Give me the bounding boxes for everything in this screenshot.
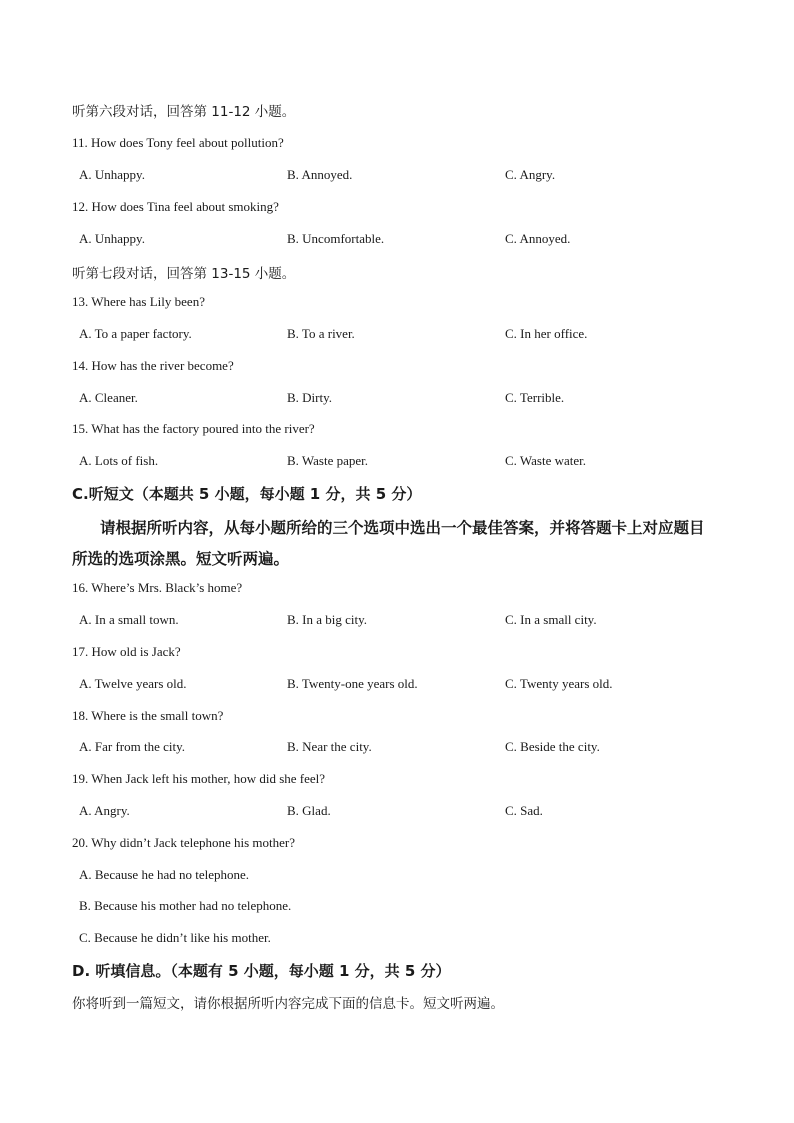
dialogue-6-intro: 听第六段对话，回答第 11-12 小题。 [72,104,296,120]
q17-option-b[interactable]: B. Twenty-one years old. [287,676,418,691]
q15-option-a[interactable]: A. Lots of fish. [79,453,159,468]
q14-option-c[interactable]: C. Terrible. [505,390,565,405]
q17-option-c[interactable]: C. Twenty years old. [505,676,613,691]
question-19: 19. When Jack left his mother, how did she feel? [72,771,326,786]
q15-option-b[interactable]: B. Waste paper. [287,453,369,468]
q19-option-b[interactable]: B. Glad. [287,803,331,818]
question-20: 20. Why didn’t Jack telephone his mother? [72,835,295,850]
q13-option-c[interactable]: C. In her office. [505,326,588,341]
question-14: 14. How has the river become? [72,358,234,373]
question-13: 13. Where has Lily been? [72,294,205,309]
q16-option-b[interactable]: B. In a big city. [287,612,368,627]
section-c-heading: C.听短文（本题共 5 小题，每小题 1 分，共 5 分） [72,485,422,503]
q11-option-c[interactable]: C. Angry. [505,167,556,182]
section-d-heading: D. 听填信息。（本题有 5 小题，每小题 1 分，共 5 分） [72,962,451,980]
q12-option-b[interactable]: B. Uncomfortable. [287,231,385,246]
dialogue-7-intro: 听第七段对话，回答第 13-15 小题。 [72,266,296,282]
q12-option-a[interactable]: A. Unhappy. [79,231,145,246]
q12-option-c[interactable]: C. Annoyed. [505,231,571,246]
question-12: 12. How does Tina feel about smoking? [72,199,279,214]
q20-option-c[interactable]: C. Because he didn’t like his mother. [79,930,271,945]
q17-option-a[interactable]: A. Twelve years old. [79,676,187,691]
q20-option-b[interactable]: B. Because his mother had no telephone. [79,898,292,913]
section-c-instruction-line-2: 所选的选项涂黑。短文听两遍。 [72,550,290,568]
section-c-instruction-line-1: 请根据所听内容，从每小题所给的三个选项中选出一个最佳答案，并将答题卡上对应题目 [100,519,705,537]
q19-option-a[interactable]: A. Angry. [79,803,130,818]
q16-option-c[interactable]: C. In a small city. [505,612,597,627]
q13-option-b[interactable]: B. To a river. [287,326,355,341]
question-18: 18. Where is the small town? [72,708,224,723]
question-15: 15. What has the factory poured into the river? [72,421,315,436]
question-11: 11. How does Tony feel about pollution? [72,135,284,150]
q15-option-c[interactable]: C. Waste water. [505,453,587,468]
q19-option-c[interactable]: C. Sad. [505,803,543,818]
q11-option-a[interactable]: A. Unhappy. [79,167,145,182]
q16-option-a[interactable]: A. In a small town. [79,612,179,627]
q18-option-a[interactable]: A. Far from the city. [79,739,186,754]
question-17: 17. How old is Jack? [72,644,181,659]
q20-option-a[interactable]: A. Because he had no telephone. [79,867,250,882]
q11-option-b[interactable]: B. Annoyed. [287,167,353,182]
q18-option-c[interactable]: C. Beside the city. [505,739,600,754]
q13-option-a[interactable]: A. To a paper factory. [79,326,192,341]
section-d-instruction: 你将听到一篇短文，请你根据所听内容完成下面的信息卡。短文听两遍。 [72,996,504,1012]
question-16: 16. Where’s Mrs. Black’s home? [72,580,243,595]
q14-option-b[interactable]: B. Dirty. [287,390,333,405]
q14-option-a[interactable]: A. Cleaner. [79,390,138,405]
q18-option-b[interactable]: B. Near the city. [287,739,372,754]
